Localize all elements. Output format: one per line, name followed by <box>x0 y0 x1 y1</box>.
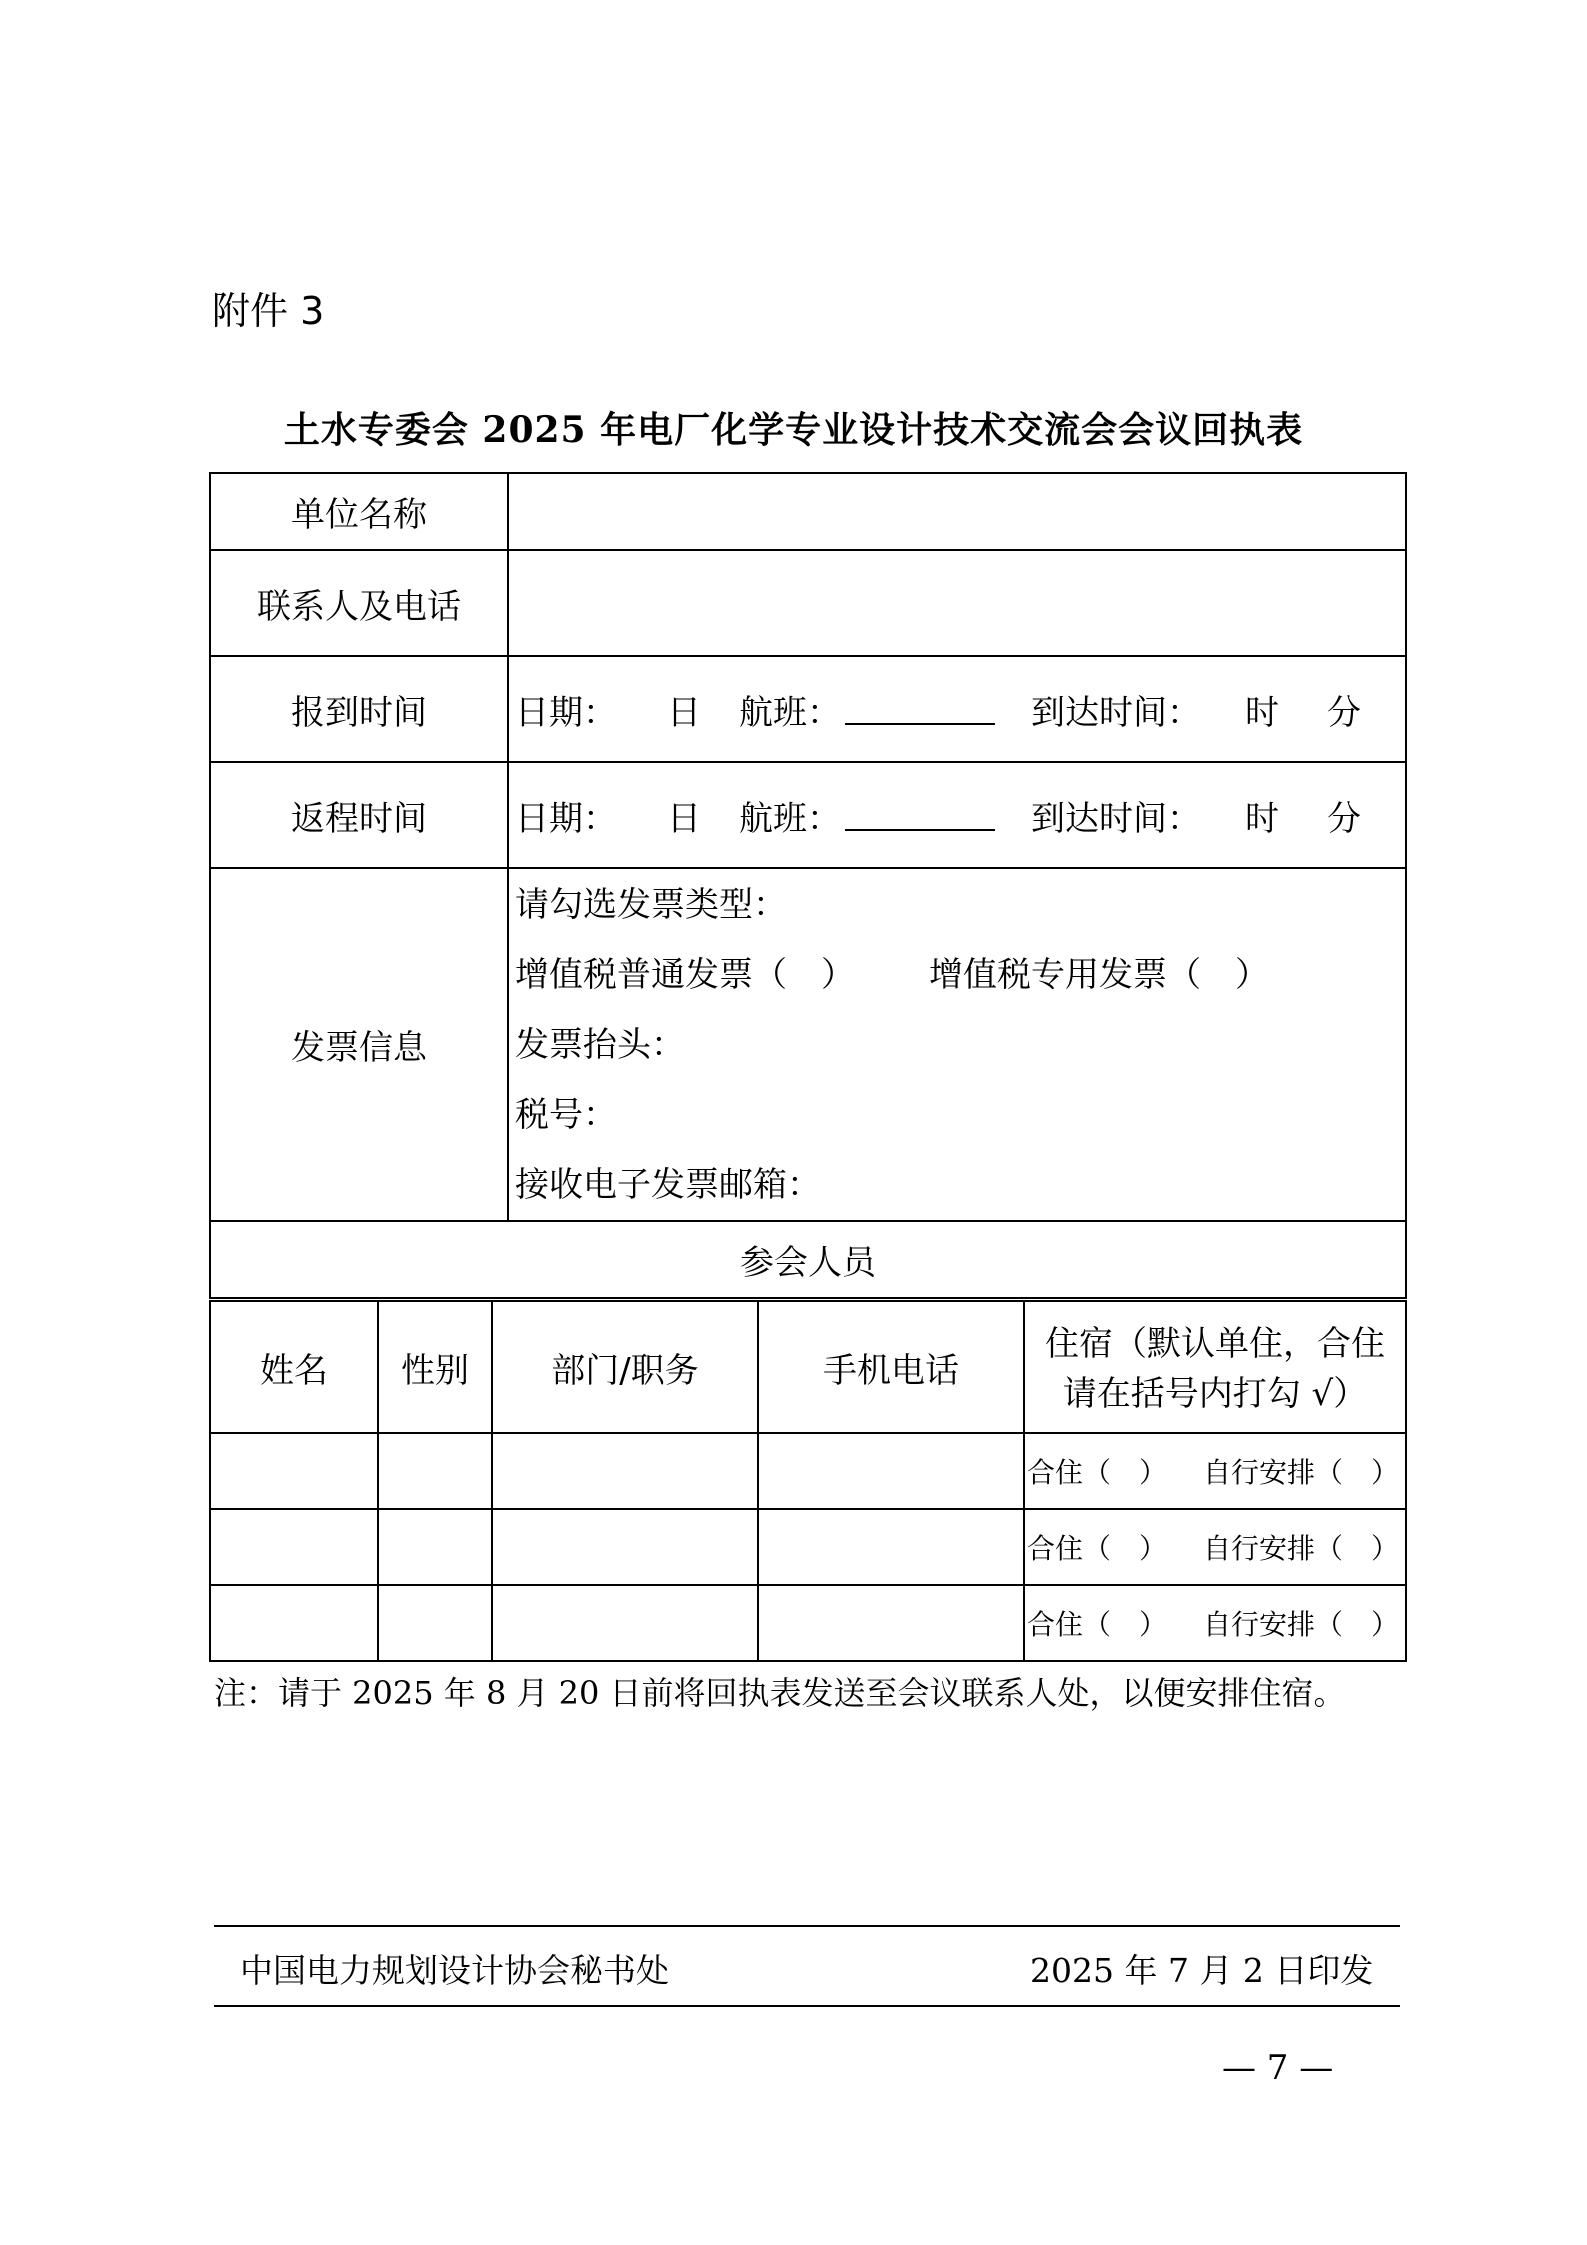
return-hour: 时 <box>1245 798 1279 839</box>
cell-dept[interactable] <box>492 1509 758 1585</box>
contact-field[interactable] <box>508 550 1406 656</box>
stay-self-option[interactable]: 自行安排（ ） <box>1203 1608 1400 1641</box>
submission-note: 注：请于 2025 年 8 月 20 日前将回执表发送至会议联系人处，以便安排住宿。 <box>214 1674 1346 1712</box>
attendees-title: 参会人员 <box>210 1221 1406 1298</box>
col-stay-line2: 请在括号内打勾 √） <box>1062 1374 1368 1414</box>
footer-date: 2025 年 7 月 2 日印发 <box>1030 1951 1374 1990</box>
footer-top-rule <box>214 1925 1400 1927</box>
table-row <box>210 1433 1406 1509</box>
arrival-flight-blank[interactable] <box>845 693 995 725</box>
cell-dept[interactable] <box>492 1433 758 1509</box>
stay-share-option[interactable]: 合住（ ） <box>1027 1608 1168 1641</box>
cell-phone[interactable] <box>758 1509 1024 1585</box>
stay-share-option[interactable]: 合住（ ） <box>1027 1456 1168 1489</box>
attachment-label: 附件 3 <box>212 289 325 333</box>
col-name: 姓名 <box>210 1301 378 1433</box>
arrival-row <box>210 656 1406 762</box>
footer-issuer: 中国电力规划设计协会秘书处 <box>240 1951 669 1990</box>
cell-name[interactable] <box>210 1585 378 1661</box>
attendees-title-row <box>210 1221 1406 1298</box>
col-stay <box>1024 1301 1406 1433</box>
invoice-type-normal[interactable]: 增值税普通发票（ ） <box>515 954 855 995</box>
return-time-label: 到达时间： <box>1031 798 1201 839</box>
stay-self-option[interactable]: 自行安排（ ） <box>1203 1532 1400 1565</box>
arrival-flight-label: 航班： <box>739 692 841 733</box>
col-stay-line1: 住宿（默认单住，合住 <box>1045 1324 1385 1364</box>
cell-gender[interactable] <box>378 1585 492 1661</box>
footer-bottom-rule <box>214 2005 1400 2007</box>
contact-label: 联系人及电话 <box>210 550 508 656</box>
unit-name-field[interactable] <box>508 473 1406 550</box>
invoice-prompt: 请勾选发票类型： <box>515 884 787 925</box>
col-gender: 性别 <box>378 1301 492 1433</box>
return-row <box>210 762 1406 868</box>
invoice-tax-no-label: 税号： <box>515 1094 617 1135</box>
cell-gender[interactable] <box>378 1433 492 1509</box>
return-minute: 分 <box>1327 798 1361 839</box>
invoice-email-label: 接收电子发票邮箱： <box>515 1164 821 1205</box>
form-title: 土水专委会 2025 年电厂化学专业设计技术交流会会议回执表 <box>283 409 1304 451</box>
table-row <box>210 1509 1406 1585</box>
arrival-time-label: 到达时间： <box>1031 692 1201 733</box>
cell-name[interactable] <box>210 1509 378 1585</box>
col-phone: 手机电话 <box>758 1301 1024 1433</box>
cell-phone[interactable] <box>758 1433 1024 1509</box>
attendees-header-row <box>210 1301 1406 1433</box>
arrival-hour: 时 <box>1245 692 1279 733</box>
invoice-header-label: 发票抬头： <box>515 1024 685 1065</box>
upper-form-table <box>209 472 1407 1299</box>
cell-gender[interactable] <box>378 1509 492 1585</box>
stay-self-option[interactable]: 自行安排（ ） <box>1203 1456 1400 1489</box>
table-row <box>210 1585 1406 1661</box>
attendees-table <box>209 1300 1407 1662</box>
arrival-minute: 分 <box>1327 692 1361 733</box>
cell-name[interactable] <box>210 1433 378 1509</box>
return-day: 日 <box>667 798 701 839</box>
invoice-type-special[interactable]: 增值税专用发票（ ） <box>929 954 1269 995</box>
return-flight-blank[interactable] <box>845 799 995 831</box>
arrival-label: 报到时间 <box>210 656 508 762</box>
arrival-date-label: 日期： <box>515 692 617 733</box>
invoice-label: 发票信息 <box>210 868 508 1221</box>
return-label: 返程时间 <box>210 762 508 868</box>
cell-dept[interactable] <box>492 1585 758 1661</box>
col-dept: 部门/职务 <box>492 1301 758 1433</box>
stay-share-option[interactable]: 合住（ ） <box>1027 1532 1168 1565</box>
cell-phone[interactable] <box>758 1585 1024 1661</box>
unit-name-label: 单位名称 <box>210 473 508 550</box>
page-number: — 7 — <box>1222 2048 1334 2088</box>
return-flight-label: 航班： <box>739 798 841 839</box>
invoice-row <box>210 868 1406 1221</box>
return-date-label: 日期： <box>515 798 617 839</box>
arrival-day: 日 <box>667 692 701 733</box>
